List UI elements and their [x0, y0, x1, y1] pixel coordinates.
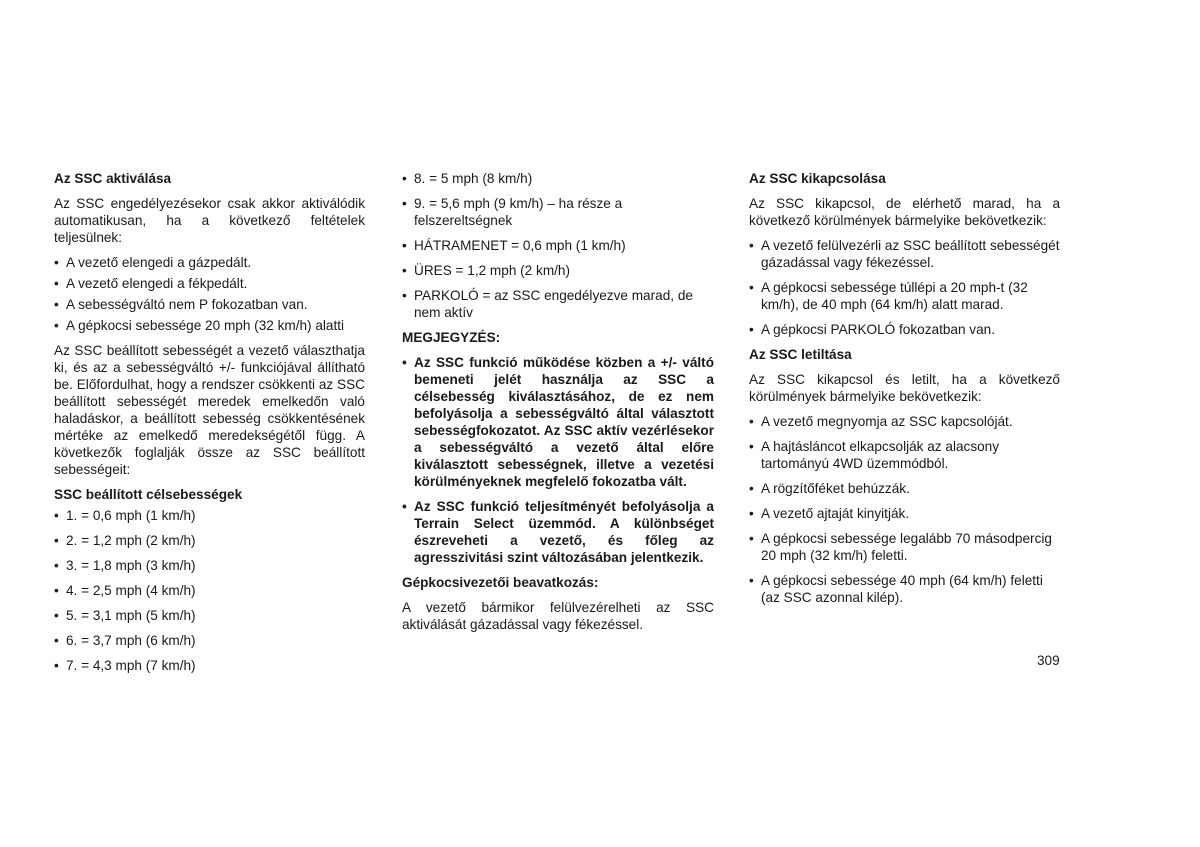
target-speeds-list-continued: [402, 170, 714, 321]
list-item: • 4. = 2,5 mph (4 km/h): [54, 582, 365, 599]
column-middle: [402, 170, 714, 641]
target-speeds-list: [54, 507, 365, 674]
list-item: • PARKOLÓ = az SSC engedélyezve marad, de nem aktív: [402, 287, 714, 321]
activation-intro: Az SSC engedélyezésekor csak akkor aktiválódik automatikusan, ha a következő feltételek teljesülnek:: [54, 196, 365, 245]
note-item: • Az SSC funkció teljesítményét befolyásolja a Terrain Select üzemmód. A különbséget észreveheti a vezető, és főleg az agresszivitási szint változásában jelentkezik.: [402, 498, 714, 566]
deactivation-intro: Az SSC kikapcsol, de elérhető marad, ha a következő körülmények bármelyike bekövetkezik:: [749, 196, 1060, 228]
list-item: • 7. = 4,3 mph (7 km/h): [54, 657, 365, 674]
set-speed-paragraph: Az SSC beállított sebességét a vezető választhatja ki, és az a sebességváltó +/- funkciójával állítható be. Előfordulhat, hogy a rendszer csökkenti az SSC beállított sebességét meredek emelkedőn való haladáskor, a beállított sebesség csökkentésének mértéke az emelkedő meredekségétől függ. A következők foglalják össze az SSC beállított sebességeit:: [54, 343, 365, 477]
list-item: • ÜRES = 1,2 mph (2 km/h): [402, 262, 714, 279]
list-item: • A gépkocsi sebessége 20 mph (32 km/h) alatti: [54, 317, 365, 334]
list-item: • A vezető elengedi a fékpedált.: [54, 275, 365, 292]
list-item: • A gépkocsi PARKOLÓ fokozatban van.: [749, 321, 1060, 338]
driver-override-heading: Gépkocsivezetői beavatkozás:: [402, 575, 599, 590]
list-item: • 9. = 5,6 mph (9 km/h) – ha része a felszereltségnek: [402, 195, 714, 229]
list-item: • A vezető felülvezérli az SSC beállított sebességét gázadással vagy fékezéssel.: [749, 237, 1060, 271]
list-item: • 5. = 3,1 mph (5 km/h): [54, 607, 365, 624]
list-item: • HÁTRAMENET = 0,6 mph (1 km/h): [402, 237, 714, 254]
list-item: • A gépkocsi sebessége 40 mph (64 km/h) feletti (az SSC azonnal kilép).: [749, 572, 1060, 606]
list-item: • 8. = 5 mph (8 km/h): [402, 170, 714, 187]
list-item: • A rögzítőféket behúzzák.: [749, 480, 1060, 497]
page-number: 309: [1037, 653, 1060, 668]
target-speeds-heading: SSC beállított célsebességek: [54, 487, 243, 502]
disable-intro: Az SSC kikapcsol és letilt, ha a következő körülmények bármelyike bekövetkezik:: [749, 372, 1060, 404]
driver-override-paragraph: A vezető bármikor felülvezérelheti az SSC aktiválását gázadással vagy fékezéssel.: [402, 600, 714, 632]
deactivation-conditions-list: [749, 237, 1060, 338]
list-item: • A sebességváltó nem P fokozatban van.: [54, 296, 365, 313]
disable-heading: Az SSC letiltása: [749, 347, 852, 362]
deactivation-heading: Az SSC kikapcsolása: [749, 171, 886, 186]
list-item: • 6. = 3,7 mph (6 km/h): [54, 632, 365, 649]
note-heading: MEGJEGYZÉS:: [402, 330, 501, 345]
list-item: • A vezető elengedi a gázpedált.: [54, 254, 365, 271]
disable-conditions-list: [749, 413, 1060, 606]
list-item: • 1. = 0,6 mph (1 km/h): [54, 507, 365, 524]
activation-heading: Az SSC aktiválása: [54, 171, 172, 186]
list-item: • A hajtásláncot elkapcsolják az alacsony tartományú 4WD üzemmódból.: [749, 438, 1060, 472]
list-item: • 3. = 1,8 mph (3 km/h): [54, 557, 365, 574]
note-item: • Az SSC funkció működése közben a +/- váltó bemeneti jelét használja az SSC a célsebesség kiválasztásához, de ez nem befolyásolja a sebességváltó által választott sebességfokozatot. Az SSC aktív vezérlésekor a sebességváltó a vezető által előre kiválasztott sebességnek, illetve a vezetési körülményeknek megfelelő fokozatba vált.: [402, 354, 714, 490]
list-item: • 2. = 1,2 mph (2 km/h): [54, 532, 365, 549]
list-item: • A gépkocsi sebessége túllépi a 20 mph-t (32 km/h), de 40 mph (64 km/h) alatt marad.: [749, 279, 1060, 313]
column-left: [54, 170, 365, 682]
list-item: • A vezető megnyomja az SSC kapcsolóját.: [749, 413, 1060, 430]
list-item: • A gépkocsi sebessége legalább 70 másodpercig 20 mph (32 km/h) feletti.: [749, 530, 1060, 564]
note-list: [402, 354, 714, 566]
column-right: [749, 170, 1060, 614]
activation-conditions-list: [54, 254, 365, 334]
list-item: • A vezető ajtaját kinyitják.: [749, 505, 1060, 522]
